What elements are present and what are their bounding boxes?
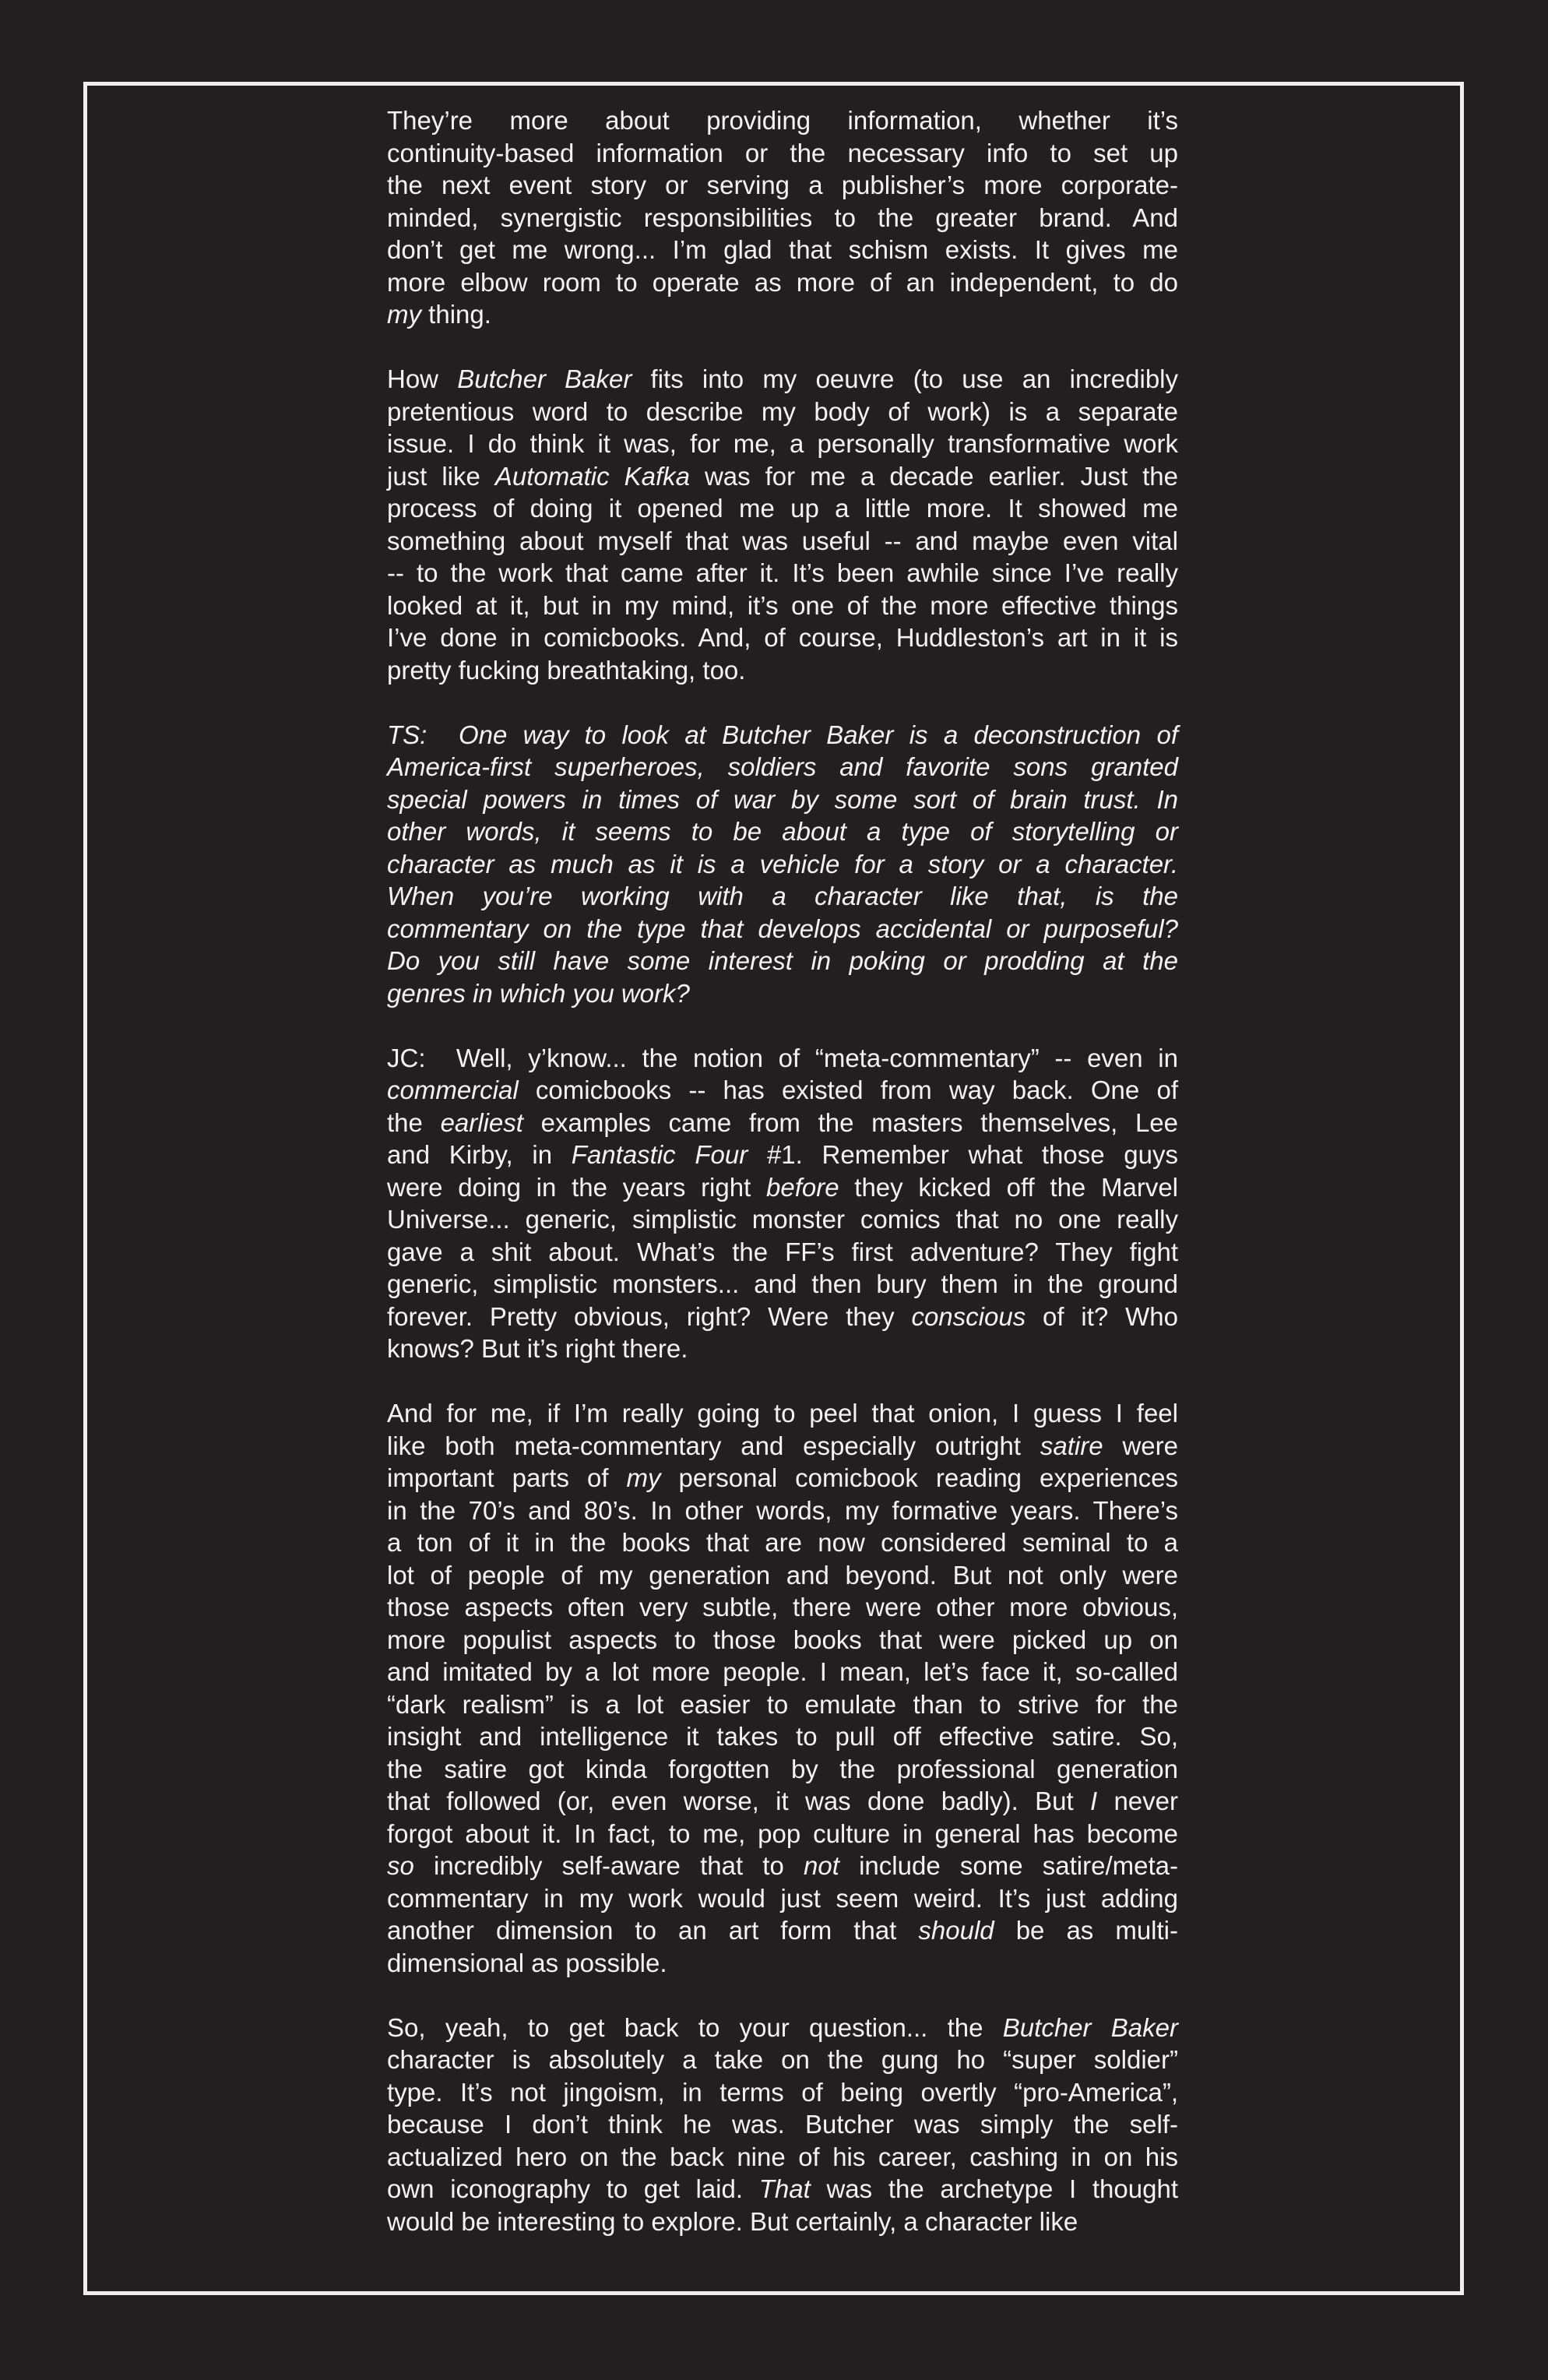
text-line: don’t get me wrong... I’m glad that schism exists. It gives me — [387, 235, 1178, 264]
text-line: just like Automatic Kafka was for me a decade earlier. Just the — [387, 461, 1178, 491]
text-line: So, yeah, to get back to your question... the Butcher Baker — [387, 2012, 1178, 2042]
text-line: generic, simplistic monsters... and then bury them in the ground — [387, 1269, 1178, 1298]
text-line: insight and intelligence it takes to pull off effective satire. So, — [387, 1722, 1178, 1751]
text-line: because I don’t think he was. Butcher was simply the self- — [387, 2110, 1178, 2139]
text-line: gave a shit about. What’s the FF’s first adventure? They fight — [387, 1237, 1178, 1266]
text-line: dimensional as possible. — [387, 1948, 667, 1977]
paragraph — [387, 2012, 1178, 2238]
text-line: actualized hero on the back nine of his career, cashing in on his — [387, 2142, 1178, 2171]
paragraph — [387, 363, 1178, 686]
text-line: and imitated by a lot more people. I mean, let’s face it, so-called — [387, 1657, 1178, 1686]
text-line: pretentious word to describe my body of work) is a separate — [387, 396, 1178, 426]
text-line: forever. Pretty obvious, right? Were they conscious of it? Who — [387, 1301, 1178, 1331]
text-line: issue. I do think it was, for me, a personally transformative work — [387, 429, 1178, 458]
text-line: Universe... generic, simplistic monster comics that no one really — [387, 1205, 1178, 1234]
text-line: commentary on the type that develops accidental or purposeful? — [387, 914, 1178, 943]
text-line: commentary in my work would just seem weird. It’s just adding — [387, 1883, 1178, 1913]
text-line: And for me, if I’m really going to peel that onion, I guess I feel — [387, 1399, 1178, 1428]
text-line: important parts of my personal comicbook reading experiences — [387, 1463, 1178, 1492]
paragraph — [387, 104, 1178, 331]
text-line: own iconography to get laid. That was the archetype I thought — [387, 2174, 1178, 2203]
text-line: TS: One way to look at Butcher Baker is a deconstruction of — [387, 720, 1178, 749]
text-line: would be interesting to explore. But certainly, a character like — [387, 2206, 1078, 2236]
text-line: character is absolutely a take on the gung ho “super soldier” — [387, 2045, 1178, 2074]
text-line: JC: Well, y’know... the notion of “meta-commentary” -- even in — [387, 1043, 1178, 1072]
text-line: America-first superheroes, soldiers and favorite sons granted — [387, 752, 1178, 781]
text-line: knows? But it’s right there. — [387, 1334, 688, 1363]
article-text — [387, 104, 1178, 2237]
text-line: genres in which you work? — [387, 978, 690, 1008]
text-line: in the 70’s and 80’s. In other words, my formative years. There’s — [387, 1495, 1178, 1525]
text-line: I’ve done in comicbooks. And, of course, Huddleston’s art in it is — [387, 623, 1178, 652]
text-line: continuity-based information or the necessary info to set up — [387, 138, 1178, 167]
text-line: pretty fucking breathtaking, too. — [387, 655, 746, 685]
text-line: more elbow room to operate as more of an independent, to do — [387, 267, 1178, 297]
page-border-frame — [83, 82, 1464, 2295]
text-line: looked at it, but in my mind, it’s one of the more effective things — [387, 590, 1178, 620]
text-line: character as much as it is a vehicle for a story or a character. — [387, 849, 1178, 878]
text-line: another dimension to an art form that should be as multi- — [387, 1916, 1178, 1945]
text-line: the next event story or serving a publisher’s more corporate- — [387, 171, 1178, 199]
text-line: something about myself that was useful -- and maybe even vital — [387, 526, 1178, 555]
text-line: that followed (or, even worse, it was done badly). But I never — [387, 1787, 1178, 1815]
text-line: were doing in the years right before they kicked off the Marvel — [387, 1172, 1179, 1202]
text-line: process of doing it opened me up a little more. It showed me — [387, 494, 1178, 523]
text-line: and Kirby, in Fantastic Four #1. Remember what those guys — [387, 1140, 1178, 1169]
text-line: minded, synergistic responsibilities to the greater brand. And — [387, 202, 1178, 232]
text-line: more populist aspects to those books that were picked up on — [387, 1625, 1178, 1654]
text-line: They’re more about providing information, whether it’s — [387, 106, 1178, 135]
paragraph — [387, 1397, 1178, 1979]
text-line: those aspects often very subtle, there were other more obvious, — [387, 1593, 1178, 1621]
text-line: “dark realism” is a lot easier to emulate than to strive for the — [387, 1689, 1178, 1719]
text-line: the satire got kinda forgotten by the professional generation — [387, 1754, 1178, 1783]
text-line: lot of people of my generation and beyond. But not only were — [387, 1560, 1178, 1590]
text-line: other words, it seems to be about a type of storytelling or — [387, 817, 1178, 846]
text-line: a ton of it in the books that are now considered seminal to a — [387, 1528, 1178, 1557]
text-line: -- to the work that came after it. It’s been awhile since I’ve really — [387, 558, 1178, 587]
text-line: forgot about it. In fact, to me, pop culture in general has become — [387, 1818, 1178, 1848]
interview-question-paragraph — [387, 719, 1178, 1010]
text-line: like both meta-commentary and especially outright satire were — [387, 1431, 1178, 1460]
text-line: so incredibly self-aware that to not include some satire/meta- — [387, 1851, 1178, 1880]
text-line: How Butcher Baker fits into my oeuvre (to use an incredibly — [387, 364, 1179, 393]
text-line: commercial comicbooks -- has existed from way back. One of — [387, 1076, 1178, 1104]
text-line: special powers in times of war by some sort of brain trust. In — [387, 784, 1178, 814]
text-line: When you’re working with a character like that, is the — [387, 882, 1178, 910]
text-line: my thing. — [387, 300, 491, 329]
paragraph — [387, 1042, 1178, 1365]
text-line: Do you still have some interest in poking or prodding at the — [387, 946, 1178, 975]
text-line: type. It’s not jingoism, in terms of being overtly “pro-America”, — [387, 2077, 1178, 2107]
text-line: the earliest examples came from the masters themselves, Lee — [387, 1107, 1178, 1137]
